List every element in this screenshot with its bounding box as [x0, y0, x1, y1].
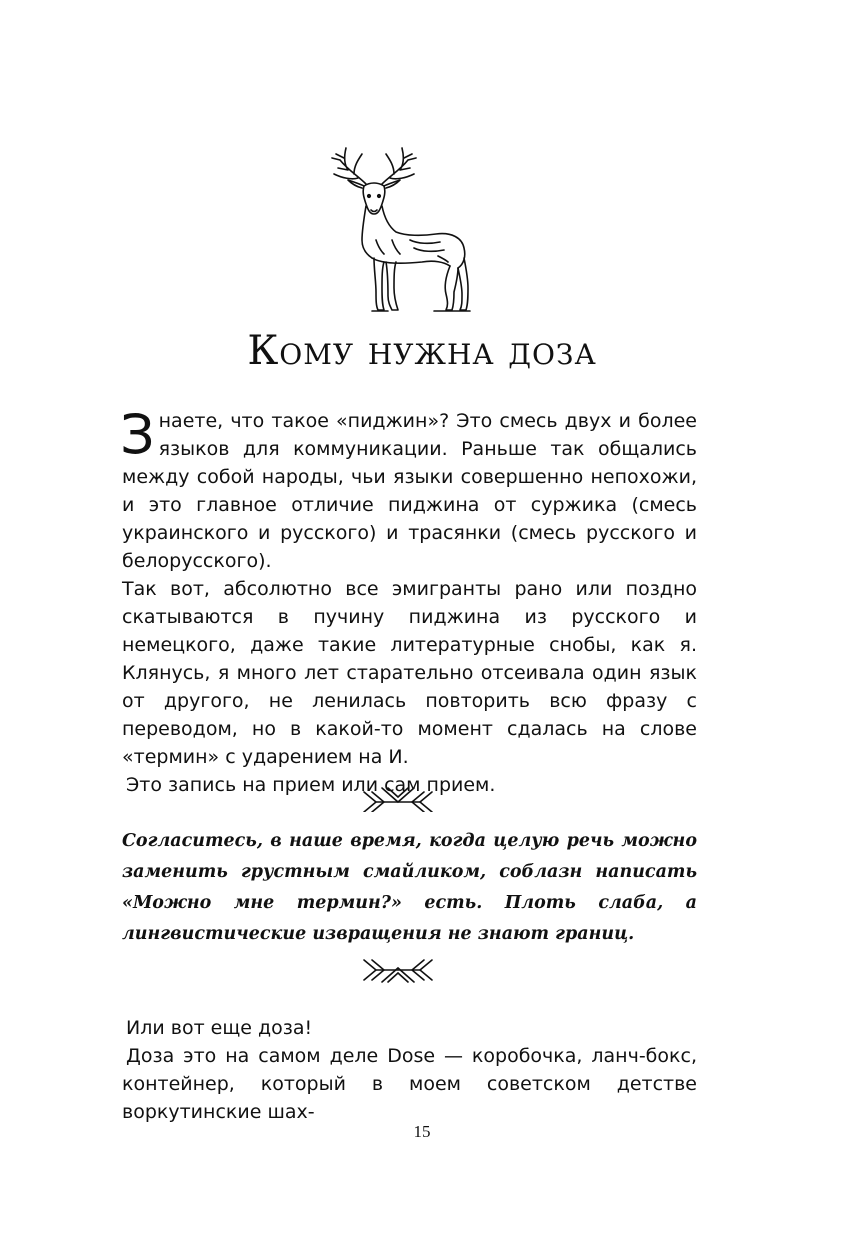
highlighted-quote: Согласитесь, в наше время, когда целую речь можно заменить грустным смайликом, соблазн написать «Можно мне термин?» есть. Плоть слаба, а лингвистические извращения не знают границ. [122, 831, 697, 944]
intro-paragraph-1: Знаете, что такое «пиджин»? Это смесь двух и более языков для коммуникации. Раньше так общались между собой народы, чьи языки совершенно непохожи, и это главное отличие пиджина от суржика (смесь украинского и русского) и трасянки (смесь русского и белорусского). [120, 403, 697, 572]
continuation-text [122, 1014, 697, 1126]
intro-paragraph-3: Это запись на прием или сам прием. [126, 774, 496, 796]
intro-text [120, 403, 697, 799]
continuation-paragraph-1: Или вот еще доза! [126, 1017, 313, 1039]
arrows-down-ornament-icon [362, 786, 434, 812]
arrows-up-ornament-icon [362, 958, 434, 984]
page-number: 15 [413, 1122, 431, 1141]
continuation-paragraph-2: Доза это на самом деле Dose — коробочка, ланч-бокс, контейнер, который в моем советском детстве воркутинские шах- [122, 1045, 697, 1123]
deer-icon [318, 140, 472, 315]
chapter-title: Кому нужна доза [247, 328, 597, 374]
drop-cap: З [120, 403, 155, 466]
intro-paragraph-2: Так вот, абсолютно все эмигранты рано или поздно скатываются в пучину пиджина из русского и немецкого, даже такие литературные снобы, как я. Клянусь, я много лет старательно отсеивала один язык от другого, не ленилась повторить всю фразу с переводом, но в какой-то момент сдалась на слове «термин» с ударением на И. [122, 578, 697, 768]
